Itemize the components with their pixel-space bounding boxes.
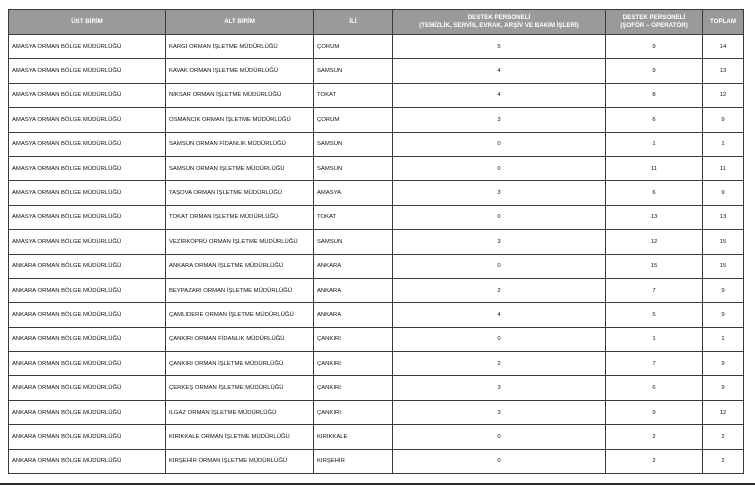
table-row [9, 132, 744, 156]
header-destek-personeli-line1: DESTEK PERSONELİ [467, 14, 531, 21]
cell-ili: ANKARA [314, 303, 393, 327]
cell-ili: TOKAT [314, 205, 393, 229]
cell-ust-birim: ANKARA ORMAN BÖLGE MÜDÜRLÜĞÜ [9, 352, 166, 376]
cell-destek-personeli: 4 [393, 303, 606, 327]
cell-destek-personeli: 3 [393, 181, 606, 205]
cell-toplam: 13 [703, 59, 744, 83]
header-toplam: TOPLAM [703, 10, 744, 35]
cell-ust-birim: ANKARA ORMAN BÖLGE MÜDÜRLÜĞÜ [9, 425, 166, 449]
table-row [9, 108, 744, 132]
cell-toplam: 2 [703, 449, 744, 473]
table-row [9, 254, 744, 278]
cell-ili: ANKARA [314, 278, 393, 302]
cell-destek-personeli: 0 [393, 205, 606, 229]
cell-ili: KIRIKKALE [314, 425, 393, 449]
cell-destek-sofor: 13 [606, 205, 703, 229]
header-row [9, 10, 744, 35]
table-row [9, 35, 744, 59]
table-row [9, 230, 744, 254]
cell-destek-personeli: 0 [393, 449, 606, 473]
cell-ust-birim: ANKARA ORMAN BÖLGE MÜDÜRLÜĞÜ [9, 327, 166, 351]
header-destek-sofor-line2: (ŞOFÖR – OPERATÖR) [620, 22, 688, 29]
cell-destek-sofor: 9 [606, 35, 703, 59]
cell-alt-birim: ÇERKEŞ ORMAN İŞLETME MÜDÜRLÜĞÜ [166, 376, 314, 400]
cell-ili: ANKARA [314, 254, 393, 278]
cell-ili: AMASYA [314, 181, 393, 205]
cell-toplam: 12 [703, 83, 744, 107]
table-body [9, 35, 744, 474]
cell-destek-personeli: 4 [393, 59, 606, 83]
table-header [9, 10, 744, 35]
header-ili: İLİ [314, 10, 393, 35]
cell-destek-personeli: 4 [393, 83, 606, 107]
cell-destek-personeli: 5 [393, 35, 606, 59]
cell-destek-sofor: 1 [606, 132, 703, 156]
cell-ust-birim: AMASYA ORMAN BÖLGE MÜDÜRLÜĞÜ [9, 132, 166, 156]
cell-toplam: 9 [703, 376, 744, 400]
cell-toplam: 9 [703, 278, 744, 302]
cell-alt-birim: KIRIKKALE ORMAN İŞLETME MÜDÜRLÜĞÜ [166, 425, 314, 449]
cell-destek-personeli: 3 [393, 108, 606, 132]
cell-destek-personeli: 3 [393, 230, 606, 254]
cell-destek-personeli: 3 [393, 376, 606, 400]
cell-destek-sofor: 11 [606, 156, 703, 180]
cell-toplam: 1 [703, 132, 744, 156]
cell-ili: ÇORUM [314, 108, 393, 132]
cell-ust-birim: AMASYA ORMAN BÖLGE MÜDÜRLÜĞÜ [9, 230, 166, 254]
cell-destek-sofor: 7 [606, 352, 703, 376]
cell-ust-birim: ANKARA ORMAN BÖLGE MÜDÜRLÜĞÜ [9, 278, 166, 302]
cell-destek-sofor: 5 [606, 303, 703, 327]
cell-toplam: 9 [703, 303, 744, 327]
cell-alt-birim: VEZİRKÖPRÜ ORMAN İŞLETME MÜDÜRLÜĞÜ [166, 230, 314, 254]
table-row [9, 59, 744, 83]
cell-ust-birim: AMASYA ORMAN BÖLGE MÜDÜRLÜĞÜ [9, 59, 166, 83]
cell-ili: ÇANKIRI [314, 327, 393, 351]
cell-ust-birim: AMASYA ORMAN BÖLGE MÜDÜRLÜĞÜ [9, 156, 166, 180]
cell-destek-personeli: 0 [393, 254, 606, 278]
cell-alt-birim: KARGI ORMAN İŞLETME MÜDÜRLÜĞÜ [166, 35, 314, 59]
cell-destek-sofor: 6 [606, 181, 703, 205]
cell-alt-birim: SAMSUN ORMAN İŞLETME MÜDÜRLÜĞÜ [166, 156, 314, 180]
cell-ili: SAMSUN [314, 59, 393, 83]
cell-destek-personeli: 0 [393, 327, 606, 351]
table-row [9, 83, 744, 107]
cell-destek-sofor: 6 [606, 376, 703, 400]
table-row [9, 449, 744, 473]
cell-toplam: 13 [703, 205, 744, 229]
table-row [9, 181, 744, 205]
cell-alt-birim: KIRŞEHİR ORMAN İŞLETME MÜDÜRLÜĞÜ [166, 449, 314, 473]
cell-ili: SAMSUN [314, 132, 393, 156]
header-ust-birim: ÜST BİRİM [9, 10, 166, 35]
table-row [9, 400, 744, 424]
cell-ust-birim: ANKARA ORMAN BÖLGE MÜDÜRLÜĞÜ [9, 376, 166, 400]
cell-ili: TOKAT [314, 83, 393, 107]
table-row [9, 156, 744, 180]
cell-destek-sofor: 2 [606, 449, 703, 473]
cell-toplam: 15 [703, 230, 744, 254]
table-row [9, 303, 744, 327]
cell-destek-sofor: 15 [606, 254, 703, 278]
header-alt-birim: ALT BİRİM [166, 10, 314, 35]
cell-ili: SAMSUN [314, 230, 393, 254]
bottom-divider [0, 483, 755, 485]
cell-alt-birim: ÇANKIRI ORMAN FİDANLIK MÜDÜRLÜĞÜ [166, 327, 314, 351]
cell-toplam: 15 [703, 254, 744, 278]
cell-alt-birim: ÇAMLIDERE ORMAN İŞLETME MÜDÜRLÜĞÜ [166, 303, 314, 327]
cell-destek-sofor: 12 [606, 230, 703, 254]
cell-destek-personeli: 0 [393, 425, 606, 449]
cell-toplam: 2 [703, 425, 744, 449]
table-row [9, 352, 744, 376]
cell-ili: ÇANKIRI [314, 400, 393, 424]
cell-destek-sofor: 1 [606, 327, 703, 351]
cell-alt-birim: ILGAZ ORMAN İŞLETME MÜDÜRLÜĞÜ [166, 400, 314, 424]
cell-ust-birim: ANKARA ORMAN BÖLGE MÜDÜRLÜĞÜ [9, 254, 166, 278]
cell-alt-birim: OSMANCIK ORMAN İŞLETME MÜDÜRLÜĞÜ [166, 108, 314, 132]
table-row [9, 376, 744, 400]
cell-alt-birim: ÇANKIRI ORMAN İŞLETME MÜDÜRLÜĞÜ [166, 352, 314, 376]
cell-ili: ÇANKIRI [314, 352, 393, 376]
cell-ili: ÇANKIRI [314, 376, 393, 400]
cell-alt-birim: ANKARA ORMAN İŞLETME MÜDÜRLÜĞÜ [166, 254, 314, 278]
personnel-table-sheet [8, 9, 743, 474]
cell-ili: SAMSUN [314, 156, 393, 180]
table-row [9, 278, 744, 302]
header-destek-sofor-line1: DESTEK PERSONELİ [622, 14, 686, 21]
cell-alt-birim: TOKAT ORMAN İŞLETME MÜDÜRLÜĞÜ [166, 205, 314, 229]
cell-ust-birim: AMASYA ORMAN BÖLGE MÜDÜRLÜĞÜ [9, 205, 166, 229]
cell-toplam: 11 [703, 156, 744, 180]
cell-ili: KIRŞEHİR [314, 449, 393, 473]
cell-alt-birim: BEYPAZARI ORMAN İŞLETME MÜDÜRLÜĞÜ [166, 278, 314, 302]
cell-alt-birim: TAŞOVA ORMAN İŞLETME MÜDÜRLÜĞÜ [166, 181, 314, 205]
cell-toplam: 9 [703, 352, 744, 376]
cell-destek-personeli: 2 [393, 352, 606, 376]
cell-destek-sofor: 9 [606, 400, 703, 424]
cell-alt-birim: KAVAK ORMAN İŞLETME MÜDÜRLÜĞÜ [166, 59, 314, 83]
cell-alt-birim: SAMSUN ORMAN FİDANLIK MÜDÜRLÜĞÜ [166, 132, 314, 156]
cell-destek-sofor: 6 [606, 108, 703, 132]
personnel-table [8, 9, 744, 474]
cell-ust-birim: AMASYA ORMAN BÖLGE MÜDÜRLÜĞÜ [9, 181, 166, 205]
cell-ust-birim: ANKARA ORMAN BÖLGE MÜDÜRLÜĞÜ [9, 303, 166, 327]
header-destek-personeli-line2: (TEMİZLİK, SERVİS, EVRAK, ARŞİV VE BAKIM İŞLERİ) [419, 22, 579, 29]
cell-alt-birim: NİKSAR ORMAN İŞLETME MÜDÜRLÜĞÜ [166, 83, 314, 107]
table-row [9, 425, 744, 449]
cell-destek-sofor: 8 [606, 83, 703, 107]
cell-ust-birim: ANKARA ORMAN BÖLGE MÜDÜRLÜĞÜ [9, 400, 166, 424]
cell-ust-birim: AMASYA ORMAN BÖLGE MÜDÜRLÜĞÜ [9, 108, 166, 132]
cell-destek-personeli: 0 [393, 132, 606, 156]
cell-toplam: 14 [703, 35, 744, 59]
cell-ust-birim: AMASYA ORMAN BÖLGE MÜDÜRLÜĞÜ [9, 83, 166, 107]
table-row [9, 205, 744, 229]
cell-toplam: 9 [703, 108, 744, 132]
cell-ust-birim: AMASYA ORMAN BÖLGE MÜDÜRLÜĞÜ [9, 35, 166, 59]
cell-ili: ÇORUM [314, 35, 393, 59]
cell-toplam: 12 [703, 400, 744, 424]
header-destek-personeli [393, 10, 606, 35]
cell-toplam: 1 [703, 327, 744, 351]
cell-toplam: 9 [703, 181, 744, 205]
cell-destek-sofor: 9 [606, 59, 703, 83]
header-destek-sofor [606, 10, 703, 35]
cell-destek-personeli: 3 [393, 400, 606, 424]
cell-ust-birim: ANKARA ORMAN BÖLGE MÜDÜRLÜĞÜ [9, 449, 166, 473]
table-row [9, 327, 744, 351]
cell-destek-personeli: 0 [393, 156, 606, 180]
cell-destek-sofor: 2 [606, 425, 703, 449]
cell-destek-sofor: 7 [606, 278, 703, 302]
cell-destek-personeli: 2 [393, 278, 606, 302]
